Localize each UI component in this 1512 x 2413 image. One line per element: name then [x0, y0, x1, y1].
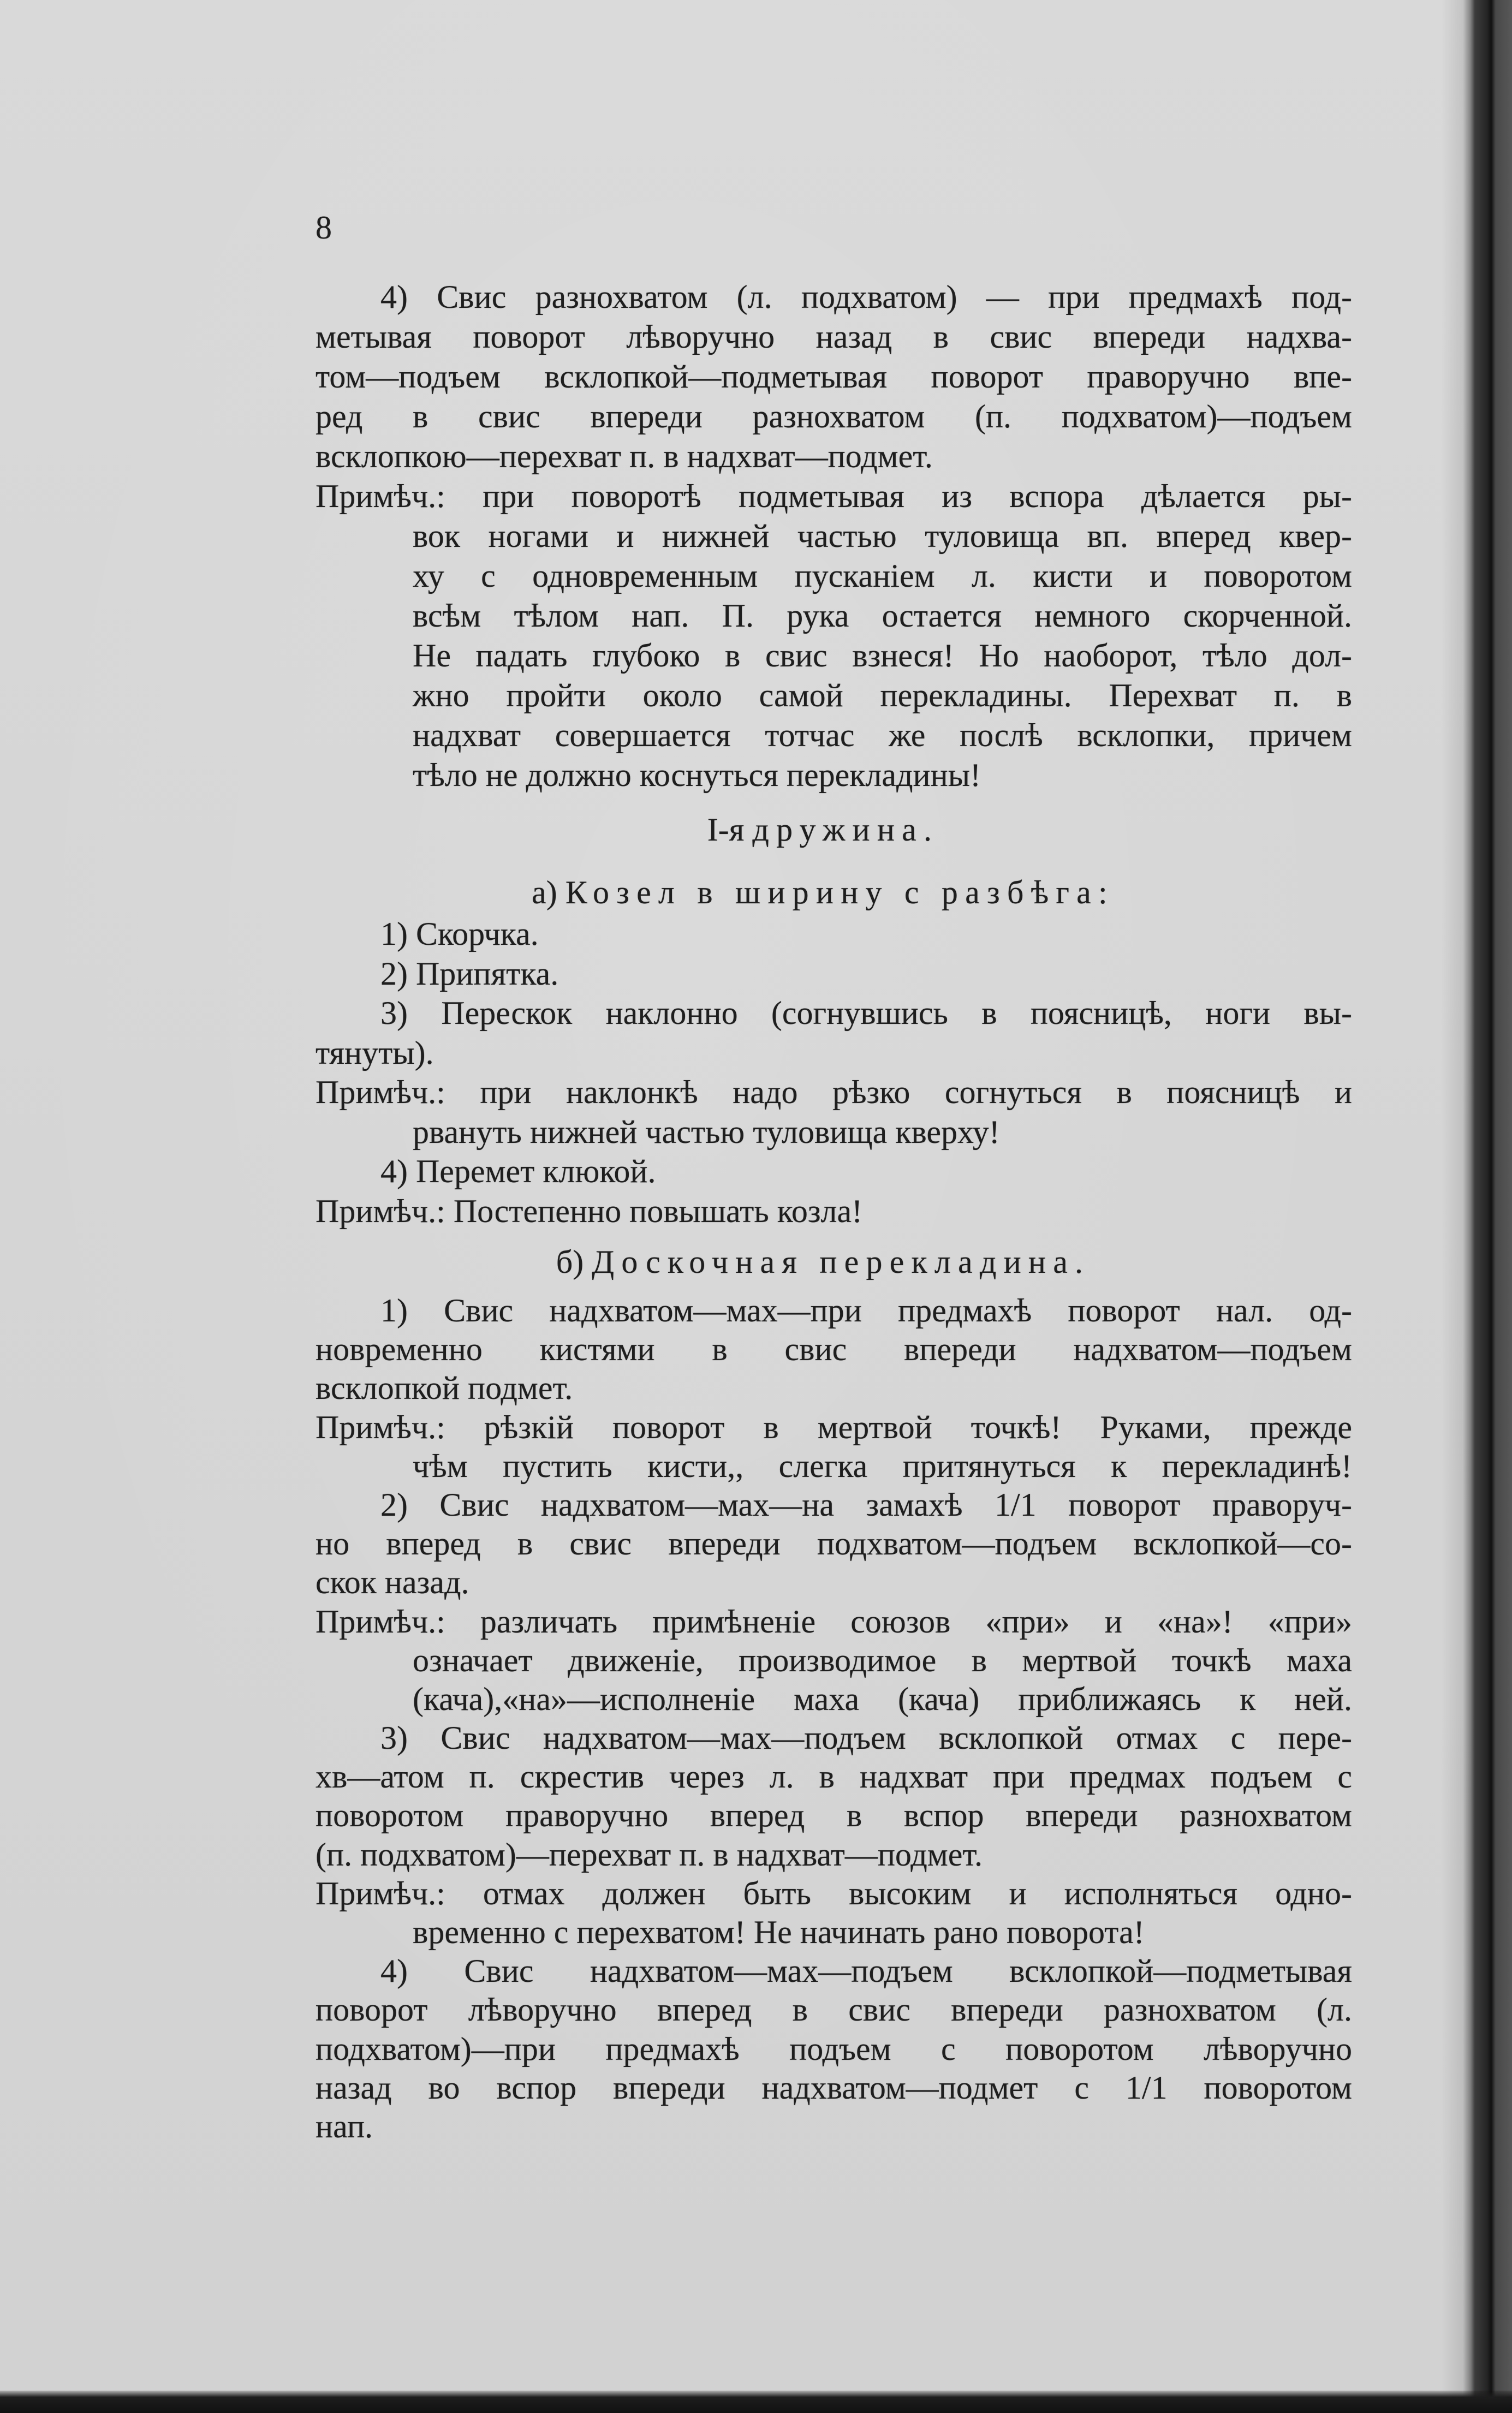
subsection-heading-bar [316, 1242, 1331, 1282]
page-edge-shadow [1441, 0, 1512, 2413]
text-line: скок назад. [316, 1564, 469, 1601]
text-line: 3) Перескок наклонно (согнувшись в поясницѣ, ноги вы- [380, 995, 1352, 1031]
text-line: но вперед в свис впереди подхватом—подъем всклопкой—со- [316, 1526, 1352, 1562]
text-line: (п. подхватом)—перехват п. в надхват—подмет. [316, 1836, 983, 1873]
note-line: всѣм тѣлом нап. П. рука остается немного скорченной. [413, 598, 1352, 634]
subsection-heading-vault [316, 873, 1331, 912]
text-line: тянуты). [316, 1034, 434, 1071]
text-line: всклопкою—перехват п. в надхват—подмет. [316, 438, 933, 474]
text-line: всклопкой подмет. [316, 1370, 573, 1407]
text-line: метывая поворот лѣворучно назад в свис впереди надхва- [316, 319, 1352, 355]
note-line: Примѣч.: отмах должен быть высоким и исполняться одно- [316, 1875, 1352, 1911]
note-line: рвануть нижней частью туловища кверху! [413, 1113, 1000, 1150]
note-line: Примѣч.: при поворотѣ подметывая из вспора дѣлается ры- [316, 478, 1352, 514]
section-title: Козел в ширину с разбѣга: [565, 874, 1115, 910]
note-line: временно с перехватом! Не начинать рано поворота! [413, 1914, 1145, 1950]
vault-exercises [316, 914, 1352, 1231]
note-line: Примѣч.: Постепенно повышать козла! [316, 1193, 863, 1229]
text-line: поворотом праворучно вперед в вспор впереди разнохватом [316, 1797, 1352, 1834]
text-line: 2) Припятка. [380, 955, 559, 992]
text-line: том—подъем всклопкой—подметывая поворот праворучно впе- [316, 359, 1352, 395]
text-line: назад во вспор впереди надхватом—подмет с 1/1 поворотом [316, 2069, 1352, 2106]
section-title: Доскочная перекладина. [592, 1244, 1091, 1280]
note-line: надхват совершается тотчас же послѣ всклопки, причем [413, 717, 1352, 753]
group-heading-prefix: I-я [707, 812, 745, 848]
text-line: поворот лѣворучно вперед в свис впереди разнохватом (л. [316, 1992, 1352, 2028]
text-line: 2) Свис надхватом—мах—на замахѣ 1/1 поворот праворуч- [380, 1486, 1352, 1523]
section-label: а) [532, 874, 557, 910]
text-line: 1) Свис надхватом—мах—при предмахѣ поворот нал. од- [380, 1292, 1352, 1328]
text-line: 4) Свис разнохватом (л. подхватом) — при предмахѣ под- [380, 279, 1352, 315]
group-heading-word: дружина. [752, 812, 939, 848]
note-line: ху с одновременным пусканіем л. кисти и поворотом [413, 558, 1352, 594]
note-line: тѣло не должно коснуться перекладины! [413, 757, 981, 793]
note-line: (кача),«на»—исполненіе маха (кача) приближаясь к ней. [413, 1681, 1352, 1717]
text-line: подхватом)—при предмахѣ подъем с поворотом лѣворучно [316, 2030, 1352, 2067]
text-line: 1) Скорчка. [380, 916, 539, 952]
text-line: 3) Свис надхватом—мах—подъем всклопкой отмах с пере- [380, 1720, 1352, 1756]
text-line: ред в свис впереди разнохватом (п. подхватом)—подъем [316, 398, 1352, 434]
note-line: Примѣч.: различать примѣненіе союзов «при» и «на»! «при» [316, 1603, 1352, 1640]
note-line: Не падать глубоко в свис взнеся! Но наоборот, тѣло дол- [413, 637, 1352, 674]
note-line: чѣм пустить кисти,, слегка притянуться к перекладинѣ! [413, 1447, 1352, 1484]
bar-exercises [316, 1291, 1352, 2146]
text-line: хв—атом п. скрестив через л. в надхват при предмах подъем с [316, 1759, 1352, 1795]
note-line: Примѣч.: при наклонкѣ надо рѣзко согнуться в поясницѣ и [316, 1074, 1352, 1110]
text-line: 4) Свис надхватом—мах—подъем всклопкой—подметывая [380, 1953, 1352, 1989]
text-line: 4) Перемет клюкой. [380, 1153, 656, 1189]
note-line: жно пройти около самой перекладины. Перехват п. в [413, 677, 1352, 713]
group-heading [316, 810, 1331, 849]
note-line: Примѣч.: рѣзкій поворот в мертвой точкѣ! Руками, прежде [316, 1409, 1352, 1445]
previous-section [316, 277, 1352, 795]
note-line: вок ногами и нижней частью туловища вп. вперед квер- [413, 518, 1352, 554]
page-number: 8 [316, 210, 332, 246]
text-line: нап. [316, 2108, 373, 2144]
text-line: новременно кистями в свис впереди надхватом—подъем [316, 1331, 1352, 1368]
section-label: б) [556, 1244, 584, 1280]
page-bottom-edge [0, 2391, 1512, 2413]
note-line: означает движеніе, производимое в мертвой точкѣ маха [413, 1642, 1352, 1678]
